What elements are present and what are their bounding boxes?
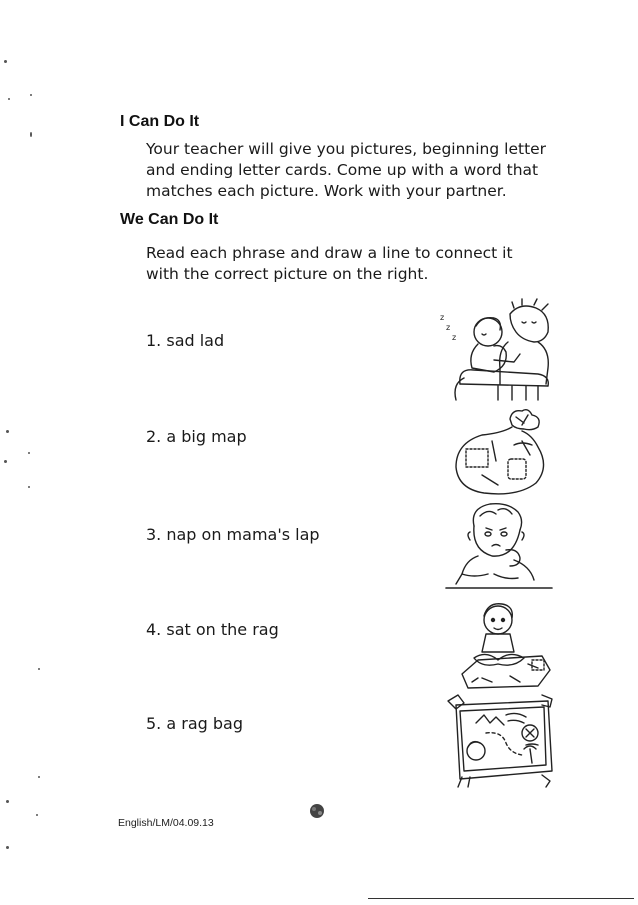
scan-speck bbox=[8, 98, 10, 100]
rag-bag-icon bbox=[452, 405, 548, 497]
paragraph-line: Read each phrase and draw a line to connect it bbox=[146, 244, 513, 262]
phrase-1: 1. sad lad bbox=[146, 331, 225, 350]
page-number-blot bbox=[308, 802, 326, 820]
bottom-edge-line bbox=[368, 898, 634, 899]
paragraph-line: matches each picture. Work with your partner. bbox=[146, 182, 507, 200]
scan-speck bbox=[38, 776, 40, 778]
scan-speck bbox=[36, 814, 38, 816]
phrase-4: 4. sat on the rag bbox=[146, 620, 279, 639]
we-can-do-it-paragraph bbox=[146, 243, 586, 285]
boy-on-rag-icon bbox=[458, 598, 554, 690]
we-can-do-it-heading: We Can Do It bbox=[120, 211, 219, 228]
scan-speck bbox=[28, 452, 30, 454]
svg-text:z: z bbox=[452, 333, 457, 342]
paragraph-line: with the correct picture on the right. bbox=[146, 265, 429, 283]
scan-speck bbox=[6, 430, 9, 433]
i-can-do-it-heading: I Can Do It bbox=[120, 113, 200, 130]
svg-text:z: z bbox=[440, 313, 445, 322]
phrase-2: 2. a big map bbox=[146, 427, 247, 446]
scan-speck bbox=[6, 846, 9, 849]
scan-speck bbox=[6, 800, 9, 803]
paragraph-line: and ending letter cards. Come up with a word that bbox=[146, 161, 539, 179]
svg-text:z: z bbox=[446, 323, 451, 332]
scan-speck bbox=[30, 94, 32, 96]
scan-speck bbox=[4, 460, 7, 463]
scan-speck bbox=[28, 486, 30, 488]
treasure-map-icon bbox=[446, 693, 556, 789]
scan-speck bbox=[4, 60, 7, 63]
i-can-do-it-paragraph bbox=[146, 139, 586, 202]
page-code: English/LM/04.09.13 bbox=[118, 817, 214, 829]
phrase-5: 5. a rag bag bbox=[146, 714, 243, 733]
phrase-3: 3. nap on mama's lap bbox=[146, 525, 320, 544]
mother-child-nap-icon bbox=[438, 302, 558, 402]
paragraph-line: Your teacher will give you pictures, beginning letter bbox=[146, 140, 547, 158]
scan-speck bbox=[38, 668, 40, 670]
sad-boy-icon bbox=[444, 500, 554, 598]
scan-speck bbox=[30, 132, 32, 137]
